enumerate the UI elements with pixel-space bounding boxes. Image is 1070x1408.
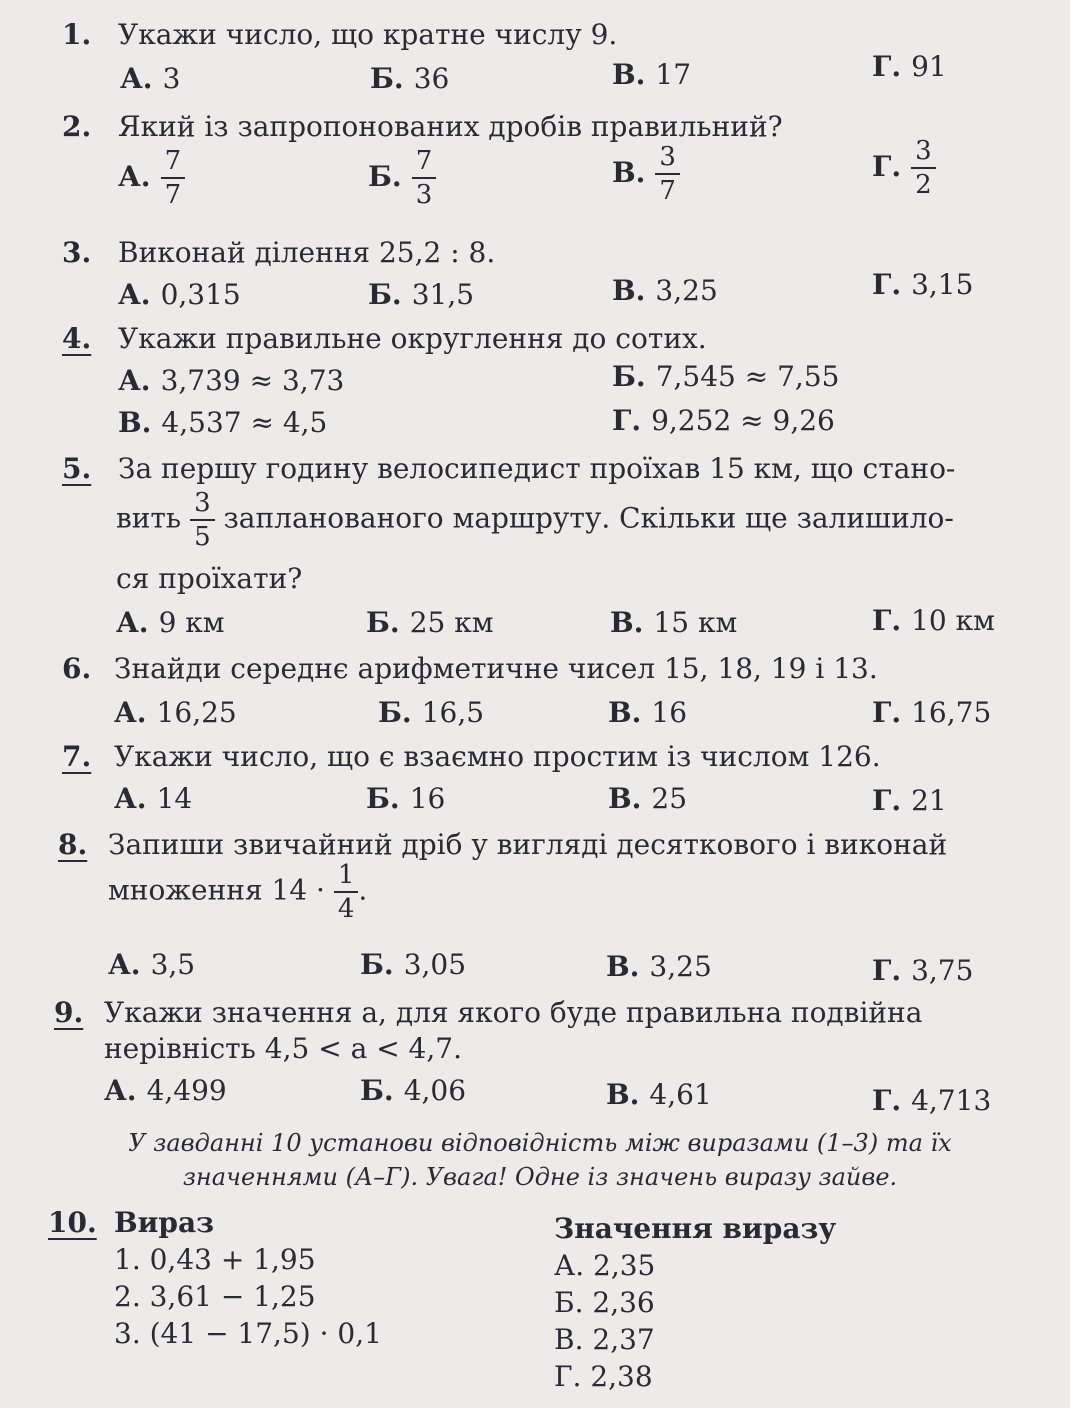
- question-number: 1.: [62, 18, 92, 51]
- question-stem-line-1: За першу годину велосипедист проїхав 15 км, що стано-: [118, 452, 956, 485]
- option-b: Б. $\frac{7}{3}$: [368, 148, 436, 208]
- question-stem-line-1: Укажи значення a, для якого буде правильна подвійна: [104, 996, 923, 1029]
- option-a: А. 0,315: [118, 278, 241, 311]
- expressions-header: Вираз: [114, 1206, 215, 1239]
- question-stem: Знайди середнє арифметичне чисел 15, 18, 19 і 13.: [114, 652, 878, 685]
- fraction: $\frac{7}{3}$: [412, 148, 437, 208]
- fraction: $\frac{7}{7}$: [161, 148, 186, 208]
- values-header: Значення виразу: [554, 1212, 837, 1245]
- option-a: А. 3,739 ≈ 3,73: [118, 364, 345, 397]
- option-v: В. 4,537 ≈ 4,5: [118, 406, 328, 439]
- question-stem-line-3: ся проїхати?: [116, 562, 303, 595]
- question-number: 7.: [62, 740, 92, 773]
- option-a: А. 3: [120, 62, 181, 95]
- option-g: Г. 91: [872, 50, 947, 83]
- value-b: Б. 2,36: [554, 1286, 655, 1319]
- option-b: Б. 16,5: [378, 696, 485, 729]
- option-a: А. $\frac{7}{7}$: [118, 148, 185, 208]
- expression-2: 2. 3,61 − 1,25: [114, 1280, 316, 1313]
- fraction: $\frac{3}{2}$: [911, 138, 936, 198]
- option-b: Б. 4,06: [360, 1074, 467, 1107]
- value-g: Г. 2,38: [554, 1360, 653, 1393]
- instruction-text: У завданні 10 установи відповідність між виразами (1–3) та їх значеннями (А–Г). Увага! Одне із значень виразу зайве.: [128, 1129, 952, 1191]
- option-a: А. 9 км: [116, 606, 225, 639]
- fraction: $\frac{1}{4}$: [334, 862, 359, 922]
- option-b: Б. 36: [370, 62, 450, 95]
- option-v: В. 3,25: [612, 274, 718, 307]
- option-v: В. $\frac{3}{7}$: [612, 144, 680, 204]
- question-number: 10.: [48, 1206, 97, 1239]
- option-v: В. 25: [608, 782, 688, 815]
- option-v: В. 15 км: [610, 606, 738, 639]
- expression-3: 3. (41 − 17,5) · 0,1: [114, 1317, 382, 1350]
- fraction: $\frac{3}{5}$: [190, 490, 215, 550]
- option-a: А. 16,25: [114, 696, 237, 729]
- question-stem: Укажи правильне округлення до сотих.: [118, 322, 707, 355]
- option-b: Б. 31,5: [368, 278, 475, 311]
- question-number: 6.: [62, 652, 92, 685]
- option-b: Б. 7,545 ≈ 7,55: [612, 360, 840, 393]
- value-v: В. 2,37: [554, 1323, 655, 1356]
- option-g: Г. 4,713: [872, 1084, 992, 1117]
- option-g: Г. 10 км: [872, 604, 995, 637]
- question-number: 9.: [54, 996, 84, 1029]
- option-v: В. 3,25: [606, 950, 712, 983]
- fraction: $\frac{3}{7}$: [655, 144, 680, 204]
- question-number: 8.: [58, 828, 88, 861]
- option-b: Б. 3,05: [360, 948, 467, 981]
- question-number: 3.: [62, 236, 92, 269]
- option-v: В. 4,61: [606, 1078, 712, 1111]
- option-b: Б. 16: [366, 782, 446, 815]
- value-a: А. 2,35: [554, 1249, 656, 1282]
- question-stem: Укажи число, що кратне числу 9.: [118, 18, 618, 51]
- question-stem: Укажи число, що є взаємно простим із числом 126.: [114, 740, 881, 773]
- question-number: 5.: [62, 452, 92, 485]
- option-g: Г. 3,15: [872, 268, 974, 301]
- option-b: Б. 25 км: [366, 606, 494, 639]
- question-number: 4.: [62, 322, 92, 355]
- question-stem-line-2: нерівність 4,5 < a < 4,7.: [104, 1032, 462, 1065]
- question-stem: Виконай ділення 25,2 : 8.: [118, 236, 496, 269]
- option-g: Г. 16,75: [872, 696, 992, 729]
- option-g: Г. 21: [872, 784, 947, 817]
- question-number: 2.: [62, 110, 92, 143]
- option-g: Г. 3,75: [872, 954, 974, 987]
- option-a: А. 14: [114, 782, 193, 815]
- question-stem: Який із запропонованих дробів правильний?: [118, 110, 783, 143]
- values-column: [554, 1210, 836, 1395]
- question-stem-line-2: множення 14 · $\frac{1}{4}$ .: [108, 860, 368, 924]
- option-a: А. 3,5: [108, 948, 196, 981]
- option-a: А. 4,499: [104, 1074, 227, 1107]
- question-stem-line-2: вить $\frac{3}{5}$ запланованого маршруту. Скільки ще залишило-: [116, 488, 954, 552]
- question-stem-line-1: Запиши звичайний дріб у вигляді десяткового і виконай: [108, 828, 948, 861]
- option-v: В. 16: [608, 696, 688, 729]
- option-g: Г. 9,252 ≈ 9,26: [612, 404, 835, 437]
- option-g: Г. $\frac{3}{2}$: [872, 138, 936, 198]
- expression-1: 1. 0,43 + 1,95: [114, 1243, 316, 1276]
- expressions-column: [114, 1204, 382, 1352]
- option-v: В. 17: [612, 58, 692, 91]
